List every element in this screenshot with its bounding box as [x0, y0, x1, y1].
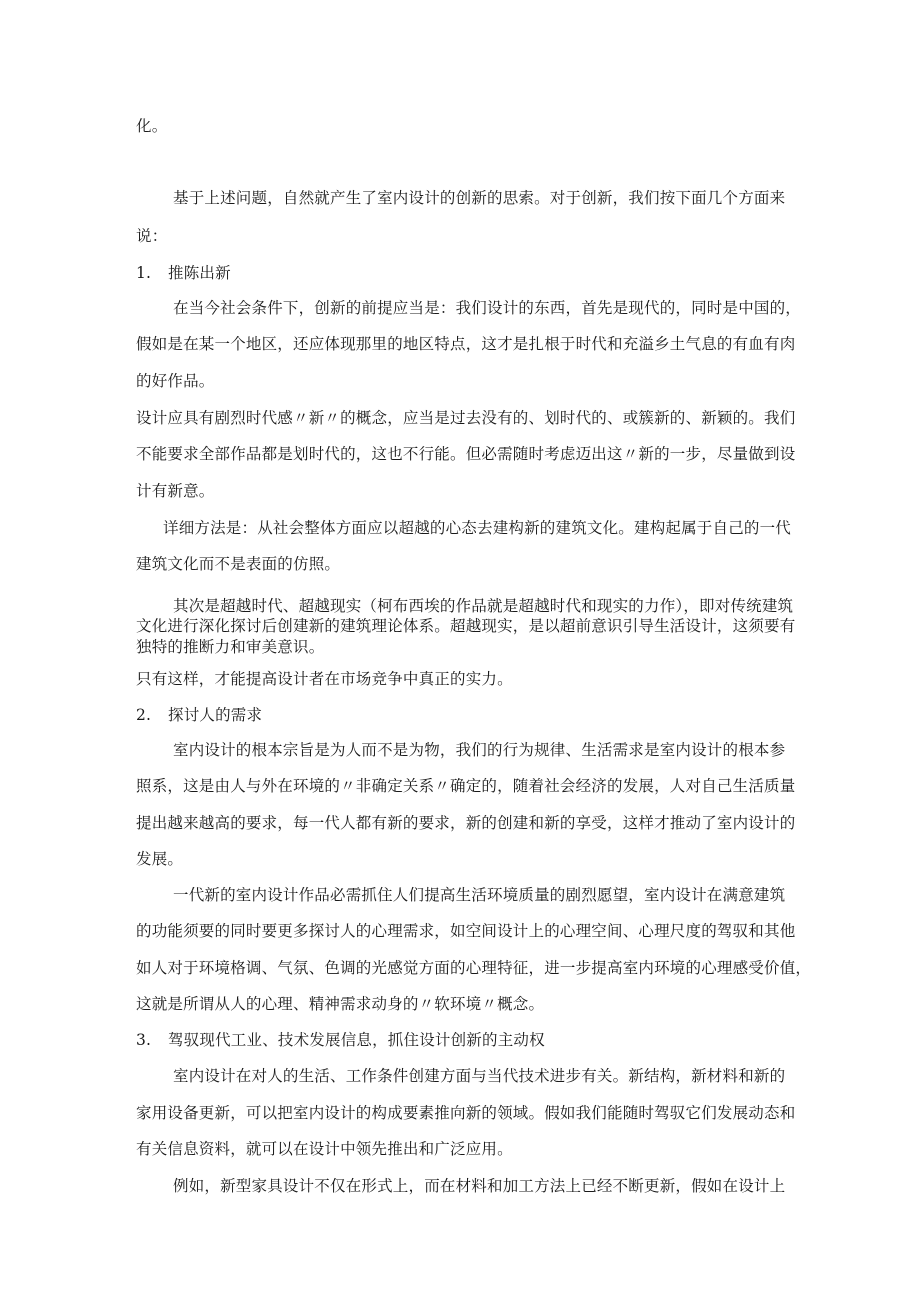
paragraph-line: 一代新的室内设计作品必需抓住人们提高生活环境质量的剧烈愿望，室内设计在满意建筑: [173, 886, 786, 904]
paragraph-line: 设计应具有剧烈时代感〃新〃的概念，应当是过去没有的、划时代的、或簇新的、新颖的。我们: [136, 409, 796, 427]
section-number: 3.: [136, 1031, 152, 1049]
section-number: 2.: [136, 706, 152, 724]
paragraph-line: 有关信息资料，就可以在设计中领先推出和广泛应用。: [136, 1140, 513, 1158]
section-number: 1.: [136, 264, 152, 282]
paragraph-line: 如人对于环境格调、气氛、色调的光感觉方面的心理特征，进一步提高室内环境的心理感受价值，: [136, 959, 812, 977]
paragraph-line: 在当今社会条件下，创新的前提应当是：我们设计的东西，首先是现代的，同时是中国的，: [173, 299, 802, 317]
paragraph-line: 的功能须要的同时要更多探讨人的心理需求，如空间设计上的心理空间、心理尺度的驾驭和其他: [136, 922, 796, 940]
paragraph-line: 说：: [136, 227, 168, 245]
paragraph-line: 不能要求全部作品都是划时代的，这也不行能。但必需随时考虑迈出这〃新的一步，尽量做到设: [136, 445, 796, 463]
paragraph-line: 假如是在某一个地区，还应体现那里的地区特点，这才是扎根于时代和充溢乡土气息的有血有肉: [136, 335, 796, 353]
section-title: 探讨人的需求: [168, 706, 263, 724]
section-heading: [136, 1030, 545, 1050]
paragraph-line: 详细方法是：从社会整体方面应以超越的心态去建构新的建筑文化。建构起属于自己的一代: [163, 519, 792, 537]
paragraph-line: 提出越来越高的要求，每一代人都有新的要求，新的创建和新的享受，这样才推动了室内设计的: [136, 814, 796, 832]
text-line: 化。: [136, 117, 168, 135]
paragraph-line: 只有这样，才能提高设计者在市场竞争中真正的实力。: [136, 670, 513, 688]
paragraph-line: 独特的推断力和审美意识。: [136, 638, 325, 656]
section-heading: [136, 263, 231, 283]
paragraph-line: 的好作品。: [136, 372, 215, 390]
paragraph-line: 例如，新型家具设计不仅在形式上，而在材料和加工方法上已经不断更新，假如在设计上: [173, 1177, 786, 1195]
paragraph-line: 文化进行深化探讨后创建新的建筑理论体系。超越现实，是以超前意识引导生活设计，这须要有: [136, 617, 796, 635]
section-heading: [136, 705, 262, 725]
paragraph-line: 照系，这是由人与外在环境的〃非确定关系〃确定的，随着社会经济的发展，人对自己生活质量: [136, 777, 796, 795]
paragraph-line: 建筑文化而不是表面的仿照。: [136, 555, 341, 573]
paragraph-line: 这就是所谓从人的心理、精神需求动身的〃软环境〃概念。: [136, 995, 545, 1013]
paragraph-line: 计有新意。: [136, 482, 215, 500]
paragraph-line: 发展。: [136, 850, 184, 868]
paragraph-line: 室内设计在对人的生活、工作条件创建方面与当代技术进步有关。新结构，新材料和新的: [173, 1067, 786, 1085]
section-title: 推陈出新: [168, 264, 231, 282]
paragraph-line: 其次是超越时代、超越现实（柯布西埃的作品就是超越时代和现实的力作），即对传统建筑: [173, 597, 794, 615]
paragraph-line: 室内设计的根本宗旨是为人而不是为物，我们的行为规律、生活需求是室内设计的根本参: [173, 741, 786, 759]
paragraph-line: 家用设备更新，可以把室内设计的构成要素推向新的领域。假如我们能随时驾驭它们发展动态和: [136, 1104, 796, 1122]
section-title: 驾驭现代工业、技术发展信息，抓住设计创新的主动权: [168, 1031, 545, 1049]
paragraph-line: 基于上述问题，自然就产生了室内设计的创新的思索。对于创新，我们按下面几个方面来: [173, 189, 786, 207]
